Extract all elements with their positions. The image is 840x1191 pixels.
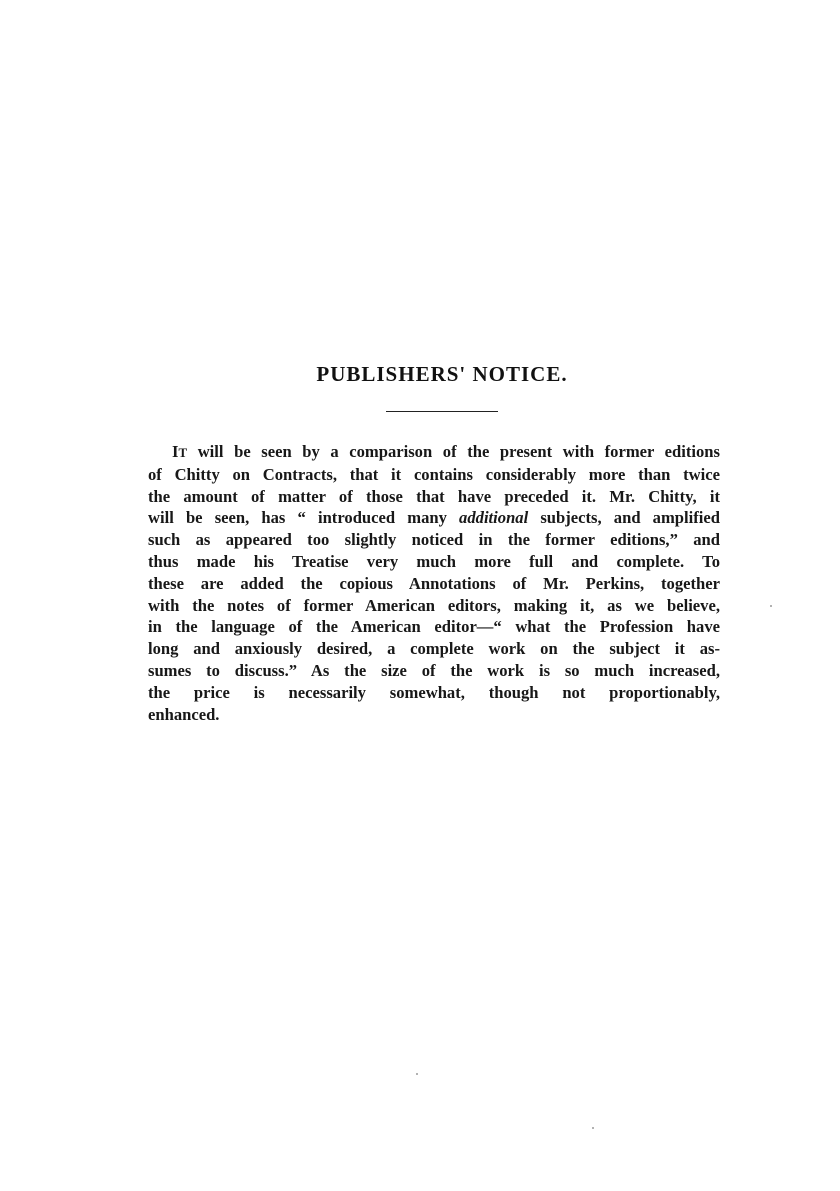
title-divider (386, 411, 498, 412)
notice-line: with the notes of former American editors, making it, as we believe, (148, 595, 720, 615)
notice-line: the amount of matter of those that have preceded it. Mr. Chitty, it (148, 486, 720, 506)
notice-line: sumes to discuss.” As the size of the work is so much increased, (148, 660, 720, 680)
notice-line: thus made his Treatise very much more full and complete. To (148, 551, 720, 571)
paper-speck (416, 1073, 418, 1075)
notice-line: will be seen, has “ introduced many additional subjects, and amplified (148, 508, 720, 528)
notice-line: the price is necessarily somewhat, though not proportionably, (148, 682, 720, 702)
notice-line: of Chitty on Contracts, that it contains considerably more than twice (148, 464, 720, 484)
page-title: PUBLISHERS' NOTICE. (316, 362, 568, 386)
paper-speck (770, 605, 772, 607)
emphasized-word: additional (459, 508, 529, 528)
notice-line: long and anxiously desired, a complete work on the subject it as- (148, 639, 720, 659)
notice-line: enhanced. (148, 704, 220, 724)
notice-line: IT will be seen by a comparison of the present with former editions (172, 442, 720, 461)
paper-speck (592, 1127, 594, 1129)
notice-line: in the language of the American editor—“ what the Profession have (148, 617, 720, 637)
notice-line: such as appeared too slightly noticed in the former editions,” and (148, 530, 720, 550)
notice-paragraph (148, 441, 720, 725)
notice-line: these are added the copious Annotations of Mr. Perkins, together (148, 573, 720, 593)
